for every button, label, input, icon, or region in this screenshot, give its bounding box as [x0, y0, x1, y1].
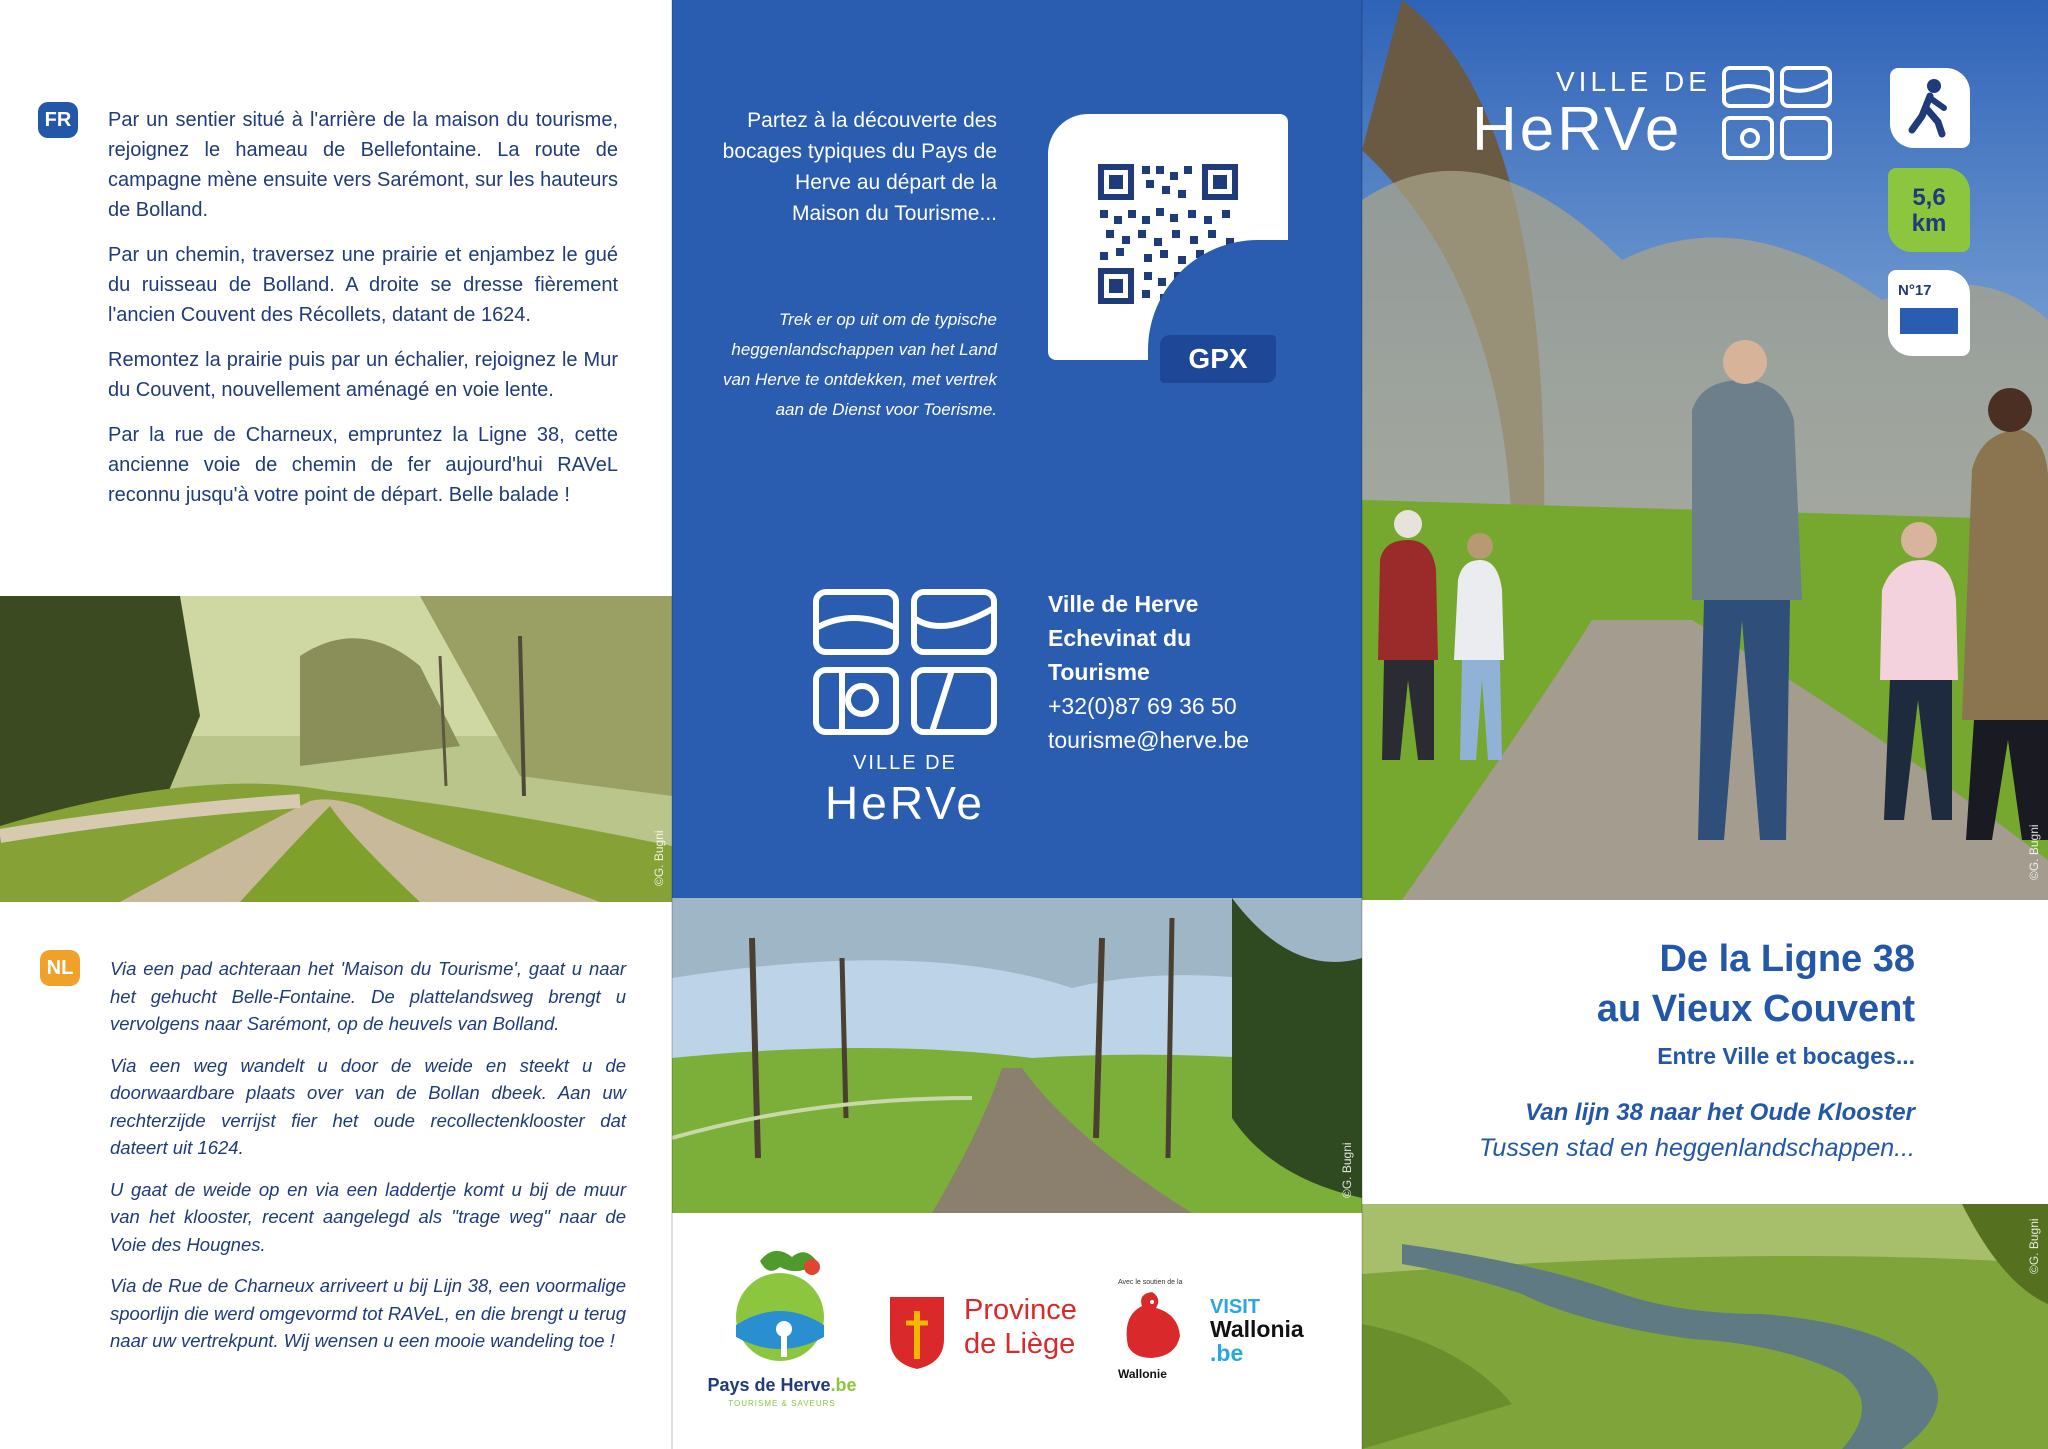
fr-paragraph: Par un chemin, traversez une prairie et enjambez le gué du ruisseau de Bolland. A droite se dresse fièrement l'ancien Couvent des Récollets, datant de 1624.: [108, 244, 618, 326]
contact-phone[interactable]: +32(0)87 69 36 50: [1048, 693, 1237, 719]
photo-credit: ©G. Bugni: [652, 830, 666, 886]
contact-block: [1048, 587, 1249, 757]
wallonia-rooster-icon: [1118, 1286, 1188, 1362]
photo-credit: ©G. Bugni: [2027, 1218, 2041, 1274]
logo-ville-de: VILLE DE: [853, 752, 957, 774]
intro-nl: Trek er op uit om de typische heggenlandschappen van het Land van Herve te ontdekken, met vertrek aan de Dienst voor Toerisme.: [722, 310, 997, 419]
nl-paragraph: U gaat de weide op en via een laddertje komt u bij de muur van het klooster, recent aangelegd als "trage weg" naar de Voie des Hougnes.: [110, 1178, 626, 1255]
stream-meadow-illustration: [1362, 1204, 2048, 1449]
pays-de-herve-tagline: TOURISME & SAVEURS: [728, 1399, 836, 1408]
walking-badge: [1890, 68, 1970, 148]
cover-ville-de: VILLE DE: [1556, 66, 1711, 97]
gpx-download-button[interactable]: GPX: [1160, 335, 1276, 383]
hiker-icon: [1890, 68, 1970, 148]
herve-emblem-icon: [1722, 66, 1832, 160]
nl-language-badge: NL: [40, 950, 80, 986]
distance-value: 5,6: [1912, 184, 1946, 211]
countryside-path-photo: [0, 596, 672, 902]
route-color-bar: [1900, 308, 1958, 334]
herve-logo-icon: [812, 588, 998, 738]
fr-language-badge: FR: [38, 102, 78, 138]
fr-paragraph: Par la rue de Charneux, empruntez la Ligne 38, cette ancienne voie de chemin de fer aujourd'hui RAVeL reconnu jusqu'à votre point de départ. Belle balade !: [108, 424, 618, 506]
visit-text: VISIT: [1210, 1296, 1261, 1318]
pays-de-herve-be: .be: [830, 1375, 857, 1395]
visit-wallonia-logo: [1210, 1297, 1340, 1387]
nl-description: [110, 955, 626, 1369]
photo-credit: ©G. Bugni: [2027, 824, 2041, 880]
photo-credit: ©G. Bugni: [1340, 1142, 1354, 1198]
wallonia-text: Wallonia: [1210, 1316, 1304, 1342]
cover-herve: HeRVe: [1472, 95, 1683, 164]
fr-paragraph: Par un sentier situé à l'arrière de la maison du tourisme, rejoignez le hameau de Bellefontaine. La route de campagne mène ensuite vers Sarémont, sur les hauteurs de Bolland.: [108, 109, 618, 221]
distance-unit: km: [1911, 210, 1947, 237]
province-text-2: de Liège: [964, 1328, 1076, 1360]
pays-de-herve-icon: [702, 1237, 862, 1367]
stream-meadow-photo: [1362, 1204, 2048, 1449]
fold-line: [671, 0, 673, 1449]
wallonia-be-text: .be: [1210, 1340, 1244, 1366]
intro-fr: Partez à la découverte des bocages typiques du Pays de Herve au départ de la Maison du Tourisme...: [722, 109, 997, 225]
contact-email[interactable]: tourisme@herve.be: [1048, 727, 1250, 753]
distance-badge: [1888, 168, 1970, 252]
fr-paragraph: Remontez la prairie puis par un échalier, rejoignez le Mur du Couvent, nouvellement aménagé en voie lente.: [108, 349, 618, 401]
province-text-1: Province: [964, 1294, 1077, 1326]
route-number: N°17: [1898, 282, 1932, 299]
logo-herve: HeRVe: [825, 777, 985, 829]
cover-subtitle-fr: Entre Ville et bocages...: [1657, 1043, 1915, 1069]
contact-line-3: Tourisme: [1048, 659, 1150, 685]
cover-title: [1597, 934, 1915, 1034]
wallonie-logo: [1118, 1279, 1198, 1399]
cover-title-nl: Van lijn 38 naar het Oude Klooster: [1525, 1099, 1915, 1126]
contact-line-1: Ville de Herve: [1048, 591, 1199, 617]
tree-lined-path-illustration: [672, 898, 1362, 1213]
nl-paragraph: Via een pad achteraan het 'Maison du Tourisme', gaat u naar het gehucht Belle-Fontaine. De plattelandsweg brengt u vervolgens naar Sarémont, op de heuvels van Bolland.: [110, 958, 626, 1034]
cover-title-line-1: De la Ligne 38: [1659, 938, 1915, 980]
cover-title-line-2: au Vieux Couvent: [1596, 988, 1915, 1030]
fold-line: [1361, 0, 1363, 1449]
tree-lined-path-photo: [672, 898, 1362, 1213]
partner-logos: [672, 1213, 1362, 1449]
route-number-badge: [1888, 270, 1970, 356]
pays-de-herve-logo: [702, 1237, 862, 1437]
nl-paragraph: Via de Rue de Charneux arriveert u bij Lijn 38, een voormalige spoorlijn die werd omgevormd tot RAVeL, en die brengt u terug naar uw vertrekpunt. Wij wensen u een mooie wandeling toe !: [110, 1275, 626, 1351]
liege-shield-icon: [886, 1293, 948, 1371]
contact-line-2: Echevinat du: [1048, 625, 1192, 651]
wallonie-support-note: Avec le soutien de la: [1118, 1279, 1183, 1286]
fr-description: [108, 105, 618, 525]
province-liege-logo: [886, 1293, 1086, 1383]
qr-code-card[interactable]: [1048, 114, 1288, 360]
wallonie-text: Wallonie: [1118, 1367, 1167, 1381]
pays-de-herve-text: Pays de Herve: [707, 1375, 831, 1395]
cover-subtitle-nl: Tussen stad en heggenlandschappen...: [1479, 1134, 1915, 1162]
nl-paragraph: Via een weg wandelt u door de weide en steekt u de doorwaardbare plaats over van de Bollan dbeek. Aan uw rechterzijde verrijst fier het oude recollectenklooster dat dateert uit 1624.: [110, 1054, 626, 1158]
countryside-path-illustration: [0, 596, 672, 902]
